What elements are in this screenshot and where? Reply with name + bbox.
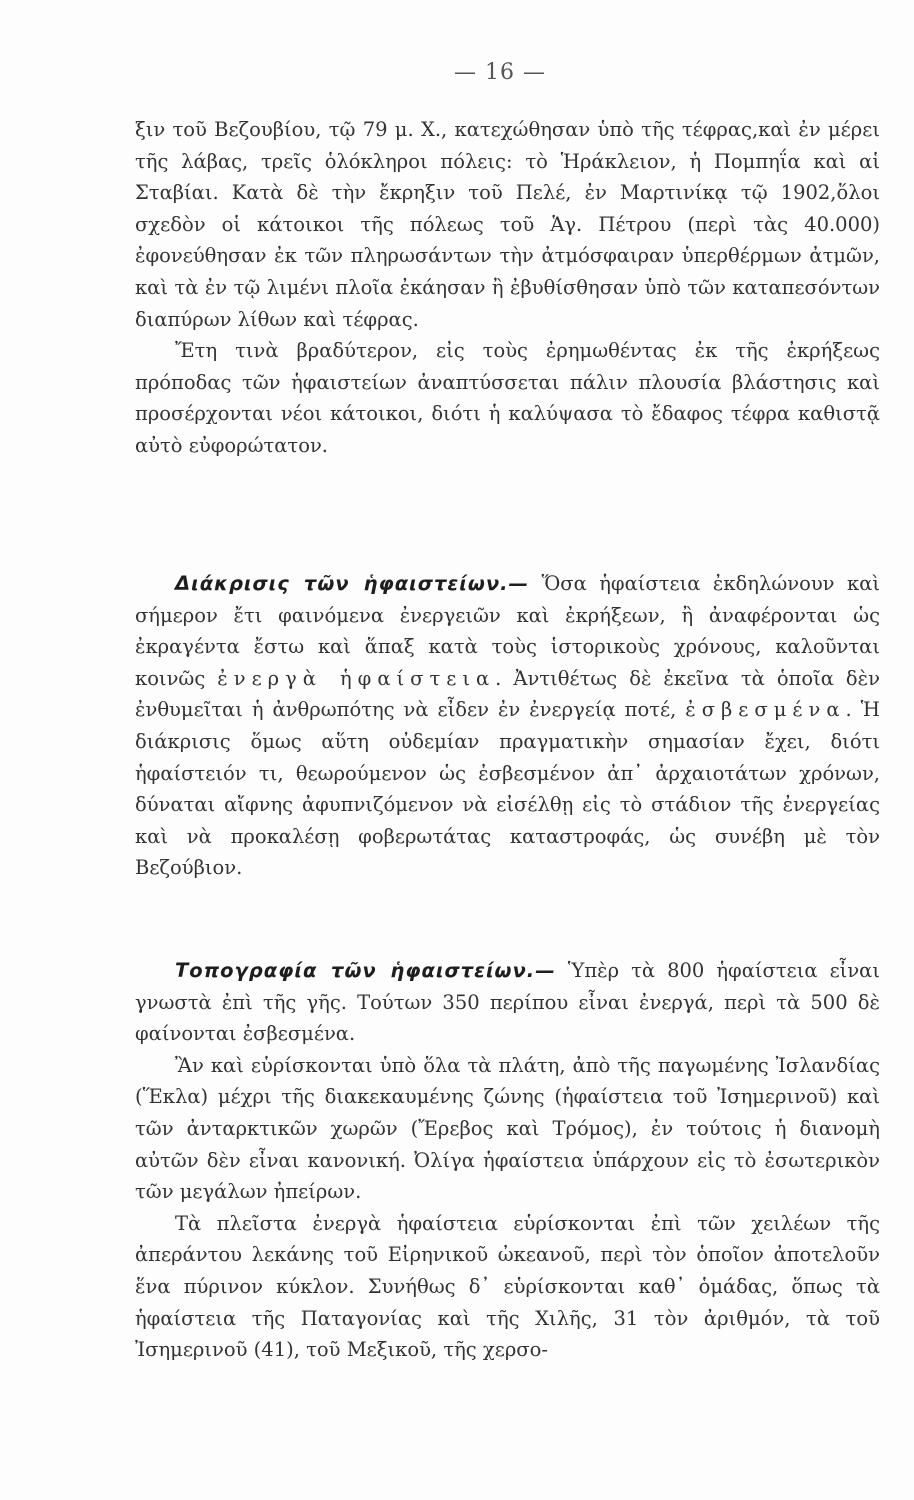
paragraph-distribution: Ἂν καὶ εὑρίσκονται ὑπὸ ὅλα τὰ πλάτη, ἀπὸ τῆς παγωμένης Ἰσλανδίας (Ἕκλα) μέχρι τῆς διακεκαυμένης ζώνης (ἡφαίστεια τοῦ Ἰσημερινοῦ) καὶ τῶν ἀνταρκτικῶν χωρῶν (Ἔρεβος καὶ Τρόμος), ἐν τούτοις ἡ διανομὴ αὐτῶν δὲν εἶναι κανονική. Ὀλίγα ἡφαίστεια ὑπάρχουν εἰς τὸ ἐσωτερικὸν τῶν μεγάλων ἠπείρων. [135, 1053, 880, 1204]
section-heading-topography: Τοπογραφία τῶν ἡφαιστείων.— [175, 959, 556, 982]
paragraph-classification [135, 568, 880, 884]
paragraph-pacific-ring: Τὰ πλεῖστα ἐνεργὰ ἡφαίστεια εὑρίσκονται ἐπὶ τῶν χειλέων τῆς ἀπεράντου λεκάνης τοῦ Εἰρηνικοῦ ὠκεανοῦ, περὶ τὸν ὁποῖον ἀποτελοῦν ἕνα πύρινον κύκλον. Συνήθως δ᾽ εὑρίσκονται καθ᾽ ὁμάδας, ὅπως τὰ ἡφαίστεια τῆς Παταγονίας καὶ τῆς Χιλῆς, 31 τὸν ἀριθμόν, τὰ τοῦ Ἰσημερινοῦ (41), τοῦ Μεξικοῦ, τῆς χερσο- [135, 1211, 880, 1362]
paragraph-regrowth: Ἔτη τινὰ βραδύτερον, εἰς τοὺς ἐρημωθέντας ἐκ τῆς ἐκρήξεως πρόποδας τῶν ἡφαιστείων ἀναπτύσσεται πάλιν πλουσία βλάστησις καὶ προσέρχονται νέοι κάτοικοι, διότι ἡ καλύψασα τὸ ἔδαφος τέφρα καθιστᾷ αὐτὸ εὐφορώτατον. [135, 339, 880, 457]
section-volcano-classification [135, 568, 880, 884]
section-heading-classification: Διάκρισις τῶν ἡφαιστείων.— [175, 572, 530, 595]
classification-text-b: . Ἀντιθέτως δὲ ἐκεῖνα τὰ ὁποῖα δὲν ἐνθυμεῖται ἡ ἀνθρωπότης νὰ εἶδεν ἐν ἐνεργείᾳ ποτέ, [135, 666, 880, 722]
paragraph-topography-intro [135, 955, 880, 1050]
topography-text-a: Ὑπὲρ τὰ 800 ἡφαίστεια εἶναι γνωστὰ ἐπὶ τῆς γῆς. Τούτων 350 περίπου εἶναι ἐνεργά, περὶ τὰ 500 δὲ φαίνονται ἐσβεσμένα. [135, 959, 880, 1046]
classification-text-c: . Ἡ διάκρισις ὅμως αὕτη οὐδεμίαν πραγματικὴν σημασίαν ἔχει, διότι ἡφαίστειόν τι, θεωρούμενον ὡς ἐσβεσμένον ἀπ᾽ ἀρχαιοτάτων χρόνων, δύναται αἴφνης ἀφυπνιζόμενον νὰ εἰσέλθῃ εἰς τὸ στάδιον τῆς ἐνεργείας καὶ νὰ προκαλέσῃ φοβερωτάτας καταστροφάς, ὡς συνέβη μὲ τὸν Βεζούβιον. [135, 698, 881, 880]
text-block-eruption-effects [135, 114, 880, 462]
term-active-volcanoes: ἐνεργὰ ἡφαίστεια [217, 666, 496, 690]
page-number: — 16 — [454, 60, 546, 85]
section-volcano-topography [135, 955, 880, 1366]
classification-text-a: Ὅσα ἡφαίστεια ἐκδηλώνουν καὶ σήμερον ἔτι φαινόμενα ἐνεργειῶν καὶ ἐκρήξεων, ἢ ἀναφέρονται ὡς ἐκραγέντα ἔστω καὶ ἅπαξ κατὰ τοὺς ἱστορικοὺς χρόνους, καλοῦνται κοινῶς [135, 572, 881, 690]
term-extinct: ἐσβεσμένα [685, 698, 846, 722]
paragraph-eruptions: ξιν τοῦ Βεζουβίου, τῷ 79 μ. Χ., κατεχώθησαν ὑπὸ τῆς τέφρας,καὶ ἐν μέρει τῆς λάβας, τρεῖς ὁλόκληροι πόλεις: τὸ Ἡράκλειον, ἡ Πομπηΐα καὶ αἱ Σταβίαι. Κατὰ δὲ τὴν ἔκρηξιν τοῦ Πελέ, ἐν Μαρτινίκᾳ τῷ 1902,ὅλοι σχεδὸν οἱ κάτοικοι τῆς πόλεως τοῦ Ἁγ. Πέτρου (περὶ τὰς 40.000) ἐφονεύθησαν ἐκ τῶν πληρωσάντων τὴν ἀτμόσφαιραν ὑπερθέρμων ἀτμῶν, καὶ τὰ ἐν τῷ λιμένι πλοῖα ἐκάησαν ἢ ἐβυθίσθησαν ὑπὸ τῶν καταπεσόντων διαπύρων λίθων καὶ τέφρας. [135, 118, 880, 331]
